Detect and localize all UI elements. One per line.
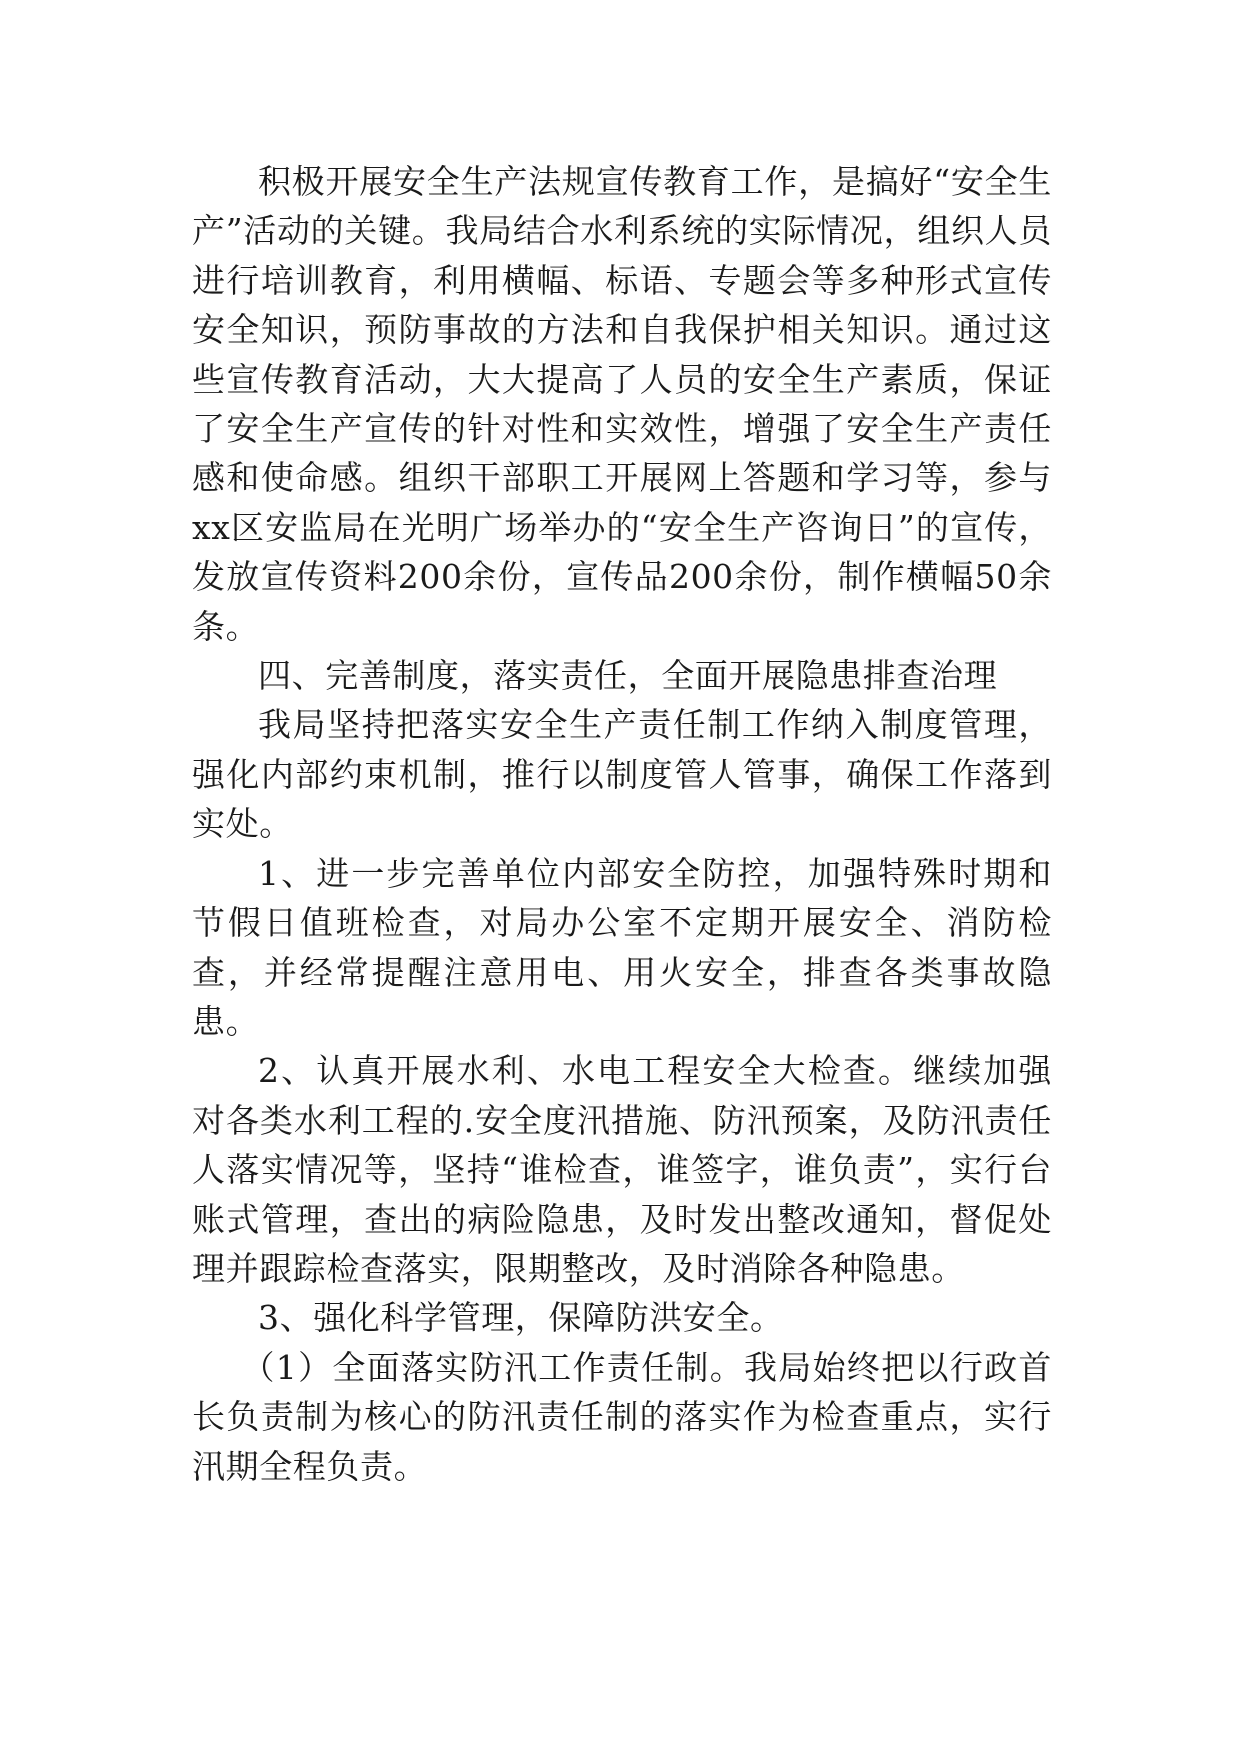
- paragraph-item-3: 3、强化科学管理，保障防洪安全。: [258, 1298, 784, 1338]
- paragraph-subitem-1: （1）全面落实防汛工作责任制。我局始终把以行政首长负责制为核心的防汛责任制的落实作为检查重点，实行汛期全程负责。: [192, 1347, 1052, 1486]
- paragraph-item-1: 1、进一步完善单位内部安全防控，加强特殊时期和节假日值班检查，对局办公室不定期开展安全、消防检查，并经常提醒注意用电、用火安全，排查各类事故隐患。: [192, 853, 1052, 1041]
- section-heading-four: 四、完善制度，落实责任，全面开展隐患排查治理: [258, 656, 998, 696]
- paragraph-responsibility-system: 我局坚持把落实安全生产责任制工作纳入制度管理，强化内部约束机制，推行以制度管人管事，确保工作落到实处。: [192, 705, 1052, 844]
- document-body: [192, 157, 1052, 1491]
- paragraph-publicity-education: 积极开展安全生产法规宣传教育工作，是搞好“安全生产”活动的关键。我局结合水利系统的实际情况，组织人员进行培训教育，利用横幅、标语、专题会等多种形式宣传安全知识，预防事故的方法和自我保护相关知识。通过这些宣传教育活动，大大提高了人员的安全生产素质，保证了安全生产宣传的针对性和实效性，增强了安全生产责任感和使命感。组织干部职工开展网上答题和学习等，参与xx区安监局在光明广场举办的“安全生产咨询日”的宣传，发放宣传资料200余份，宣传品200余份，制作横幅50余条。: [192, 162, 1052, 646]
- paragraph-item-2: 2、认真开展水利、水电工程安全大检查。继续加强对各类水利工程的.安全度汛措施、防汛预案，及防汛责任人落实情况等，坚持“谁检查，谁签字，谁负责”，实行台账式管理，查出的病险隐患，及时发出整改通知，督促处理并跟踪检查落实，限期整改，及时消除各种隐患。: [192, 1051, 1052, 1288]
